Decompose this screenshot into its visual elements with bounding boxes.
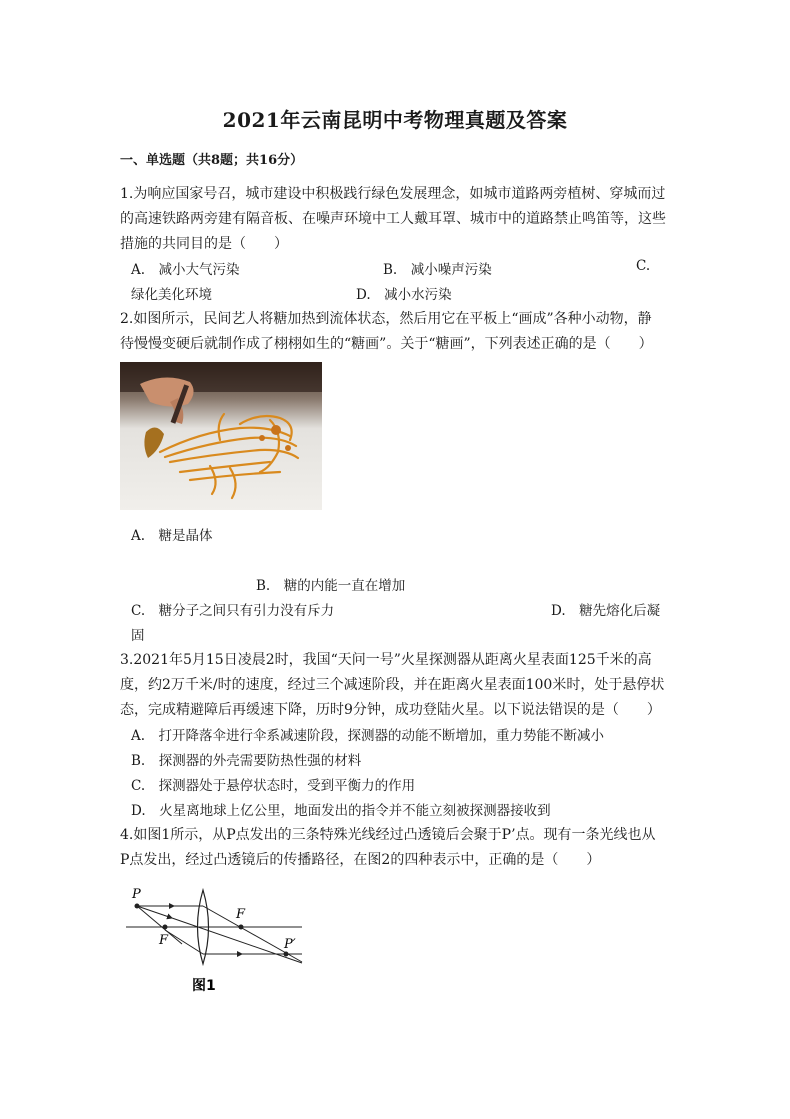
q2-option-d: D. 糖先熔化后凝 [551, 603, 661, 619]
q2-option-a: A. 糖是晶体 [131, 528, 213, 544]
q1-option-a: A. 减小大气污染 [131, 262, 240, 278]
figure-caption: 图1 [192, 978, 216, 994]
q3-option-d: D. 火星离地球上亿公里，地面发出的指令并不能立刻被探测器接收到 [131, 803, 551, 819]
label-f-bottom: F [159, 933, 169, 948]
q1-line-2: 的高速铁路两旁建有隔音板、在噪声环境中工人戴耳罩、城市中的道路禁止鸣笛等，这些 [120, 211, 666, 227]
q1-line-1: 1.为响应国家号召，城市建设中积极践行绿色发展理念，如城市道路两旁植树、穿城而过 [120, 186, 666, 202]
q3-line-2: 度，约2万千米/时的速度，经过三个减速阶段，并在距离火星表面100米时，处于悬停状 [120, 677, 665, 693]
section-heading: 一、单选题（共8题；共16分） [120, 153, 304, 168]
q1-line-3: 措施的共同目的是（ ） [120, 236, 288, 252]
lens-figure-1 [122, 882, 312, 997]
label-p: P [132, 887, 141, 902]
q1-option-b: B. 减小噪声污染 [383, 262, 492, 278]
q2-line-1: 2.如图所示，民间艺人将糖加热到流体状态，然后用它在平板上“画成”各种小动物，静 [120, 311, 652, 327]
q1-option-c-text: 绿化美化环境 [131, 287, 212, 303]
q2-option-b: B. 糖的内能一直在增加 [256, 578, 406, 594]
q2-option-c: C. 糖分子之间只有引力没有斥力 [131, 603, 335, 619]
q3-option-a: A. 打开降落伞进行伞系减速阶段，探测器的动能不断增加，重力势能不断减小 [131, 728, 605, 744]
page-title: 2021年云南昆明中考物理真题及答案 [222, 108, 568, 132]
label-p-prime: P′ [284, 937, 296, 952]
q3-option-b: B. 探测器的外壳需要防热性强的材料 [131, 753, 362, 769]
q2-line-2: 待慢慢变硬后就制作成了栩栩如生的“糖画”。关于“糖画”，下列表述正确的是（ ） [120, 336, 653, 352]
q3-option-c: C. 探测器处于悬停状态时，受到平衡力的作用 [131, 778, 416, 794]
q4-line-2: P点发出，经过凸透镜后的传播路径，在图2的四种表示中，正确的是（ ） [120, 852, 601, 868]
sugar-painting-photo [120, 362, 322, 510]
label-f-top: F [236, 907, 246, 922]
q1-option-d: D. 减小水污染 [356, 287, 452, 303]
q3-line-1: 3.2021年5月15日凌晨2时，我国“天问一号”火星探测器从距离火星表面125千米的高 [120, 652, 652, 668]
q1-option-c-label: C. [636, 258, 651, 274]
q3-line-3: 态，完成精避障后再缓速下降，历时9分钟，成功登陆火星。以下说法错误的是（ ） [120, 702, 661, 718]
q2-option-d-continued: 固 [131, 628, 145, 644]
q4-line-1: 4.如图1所示，从P点发出的三条特殊光线经过凸透镜后会聚于P’点。现有一条光线也从 [120, 827, 656, 843]
